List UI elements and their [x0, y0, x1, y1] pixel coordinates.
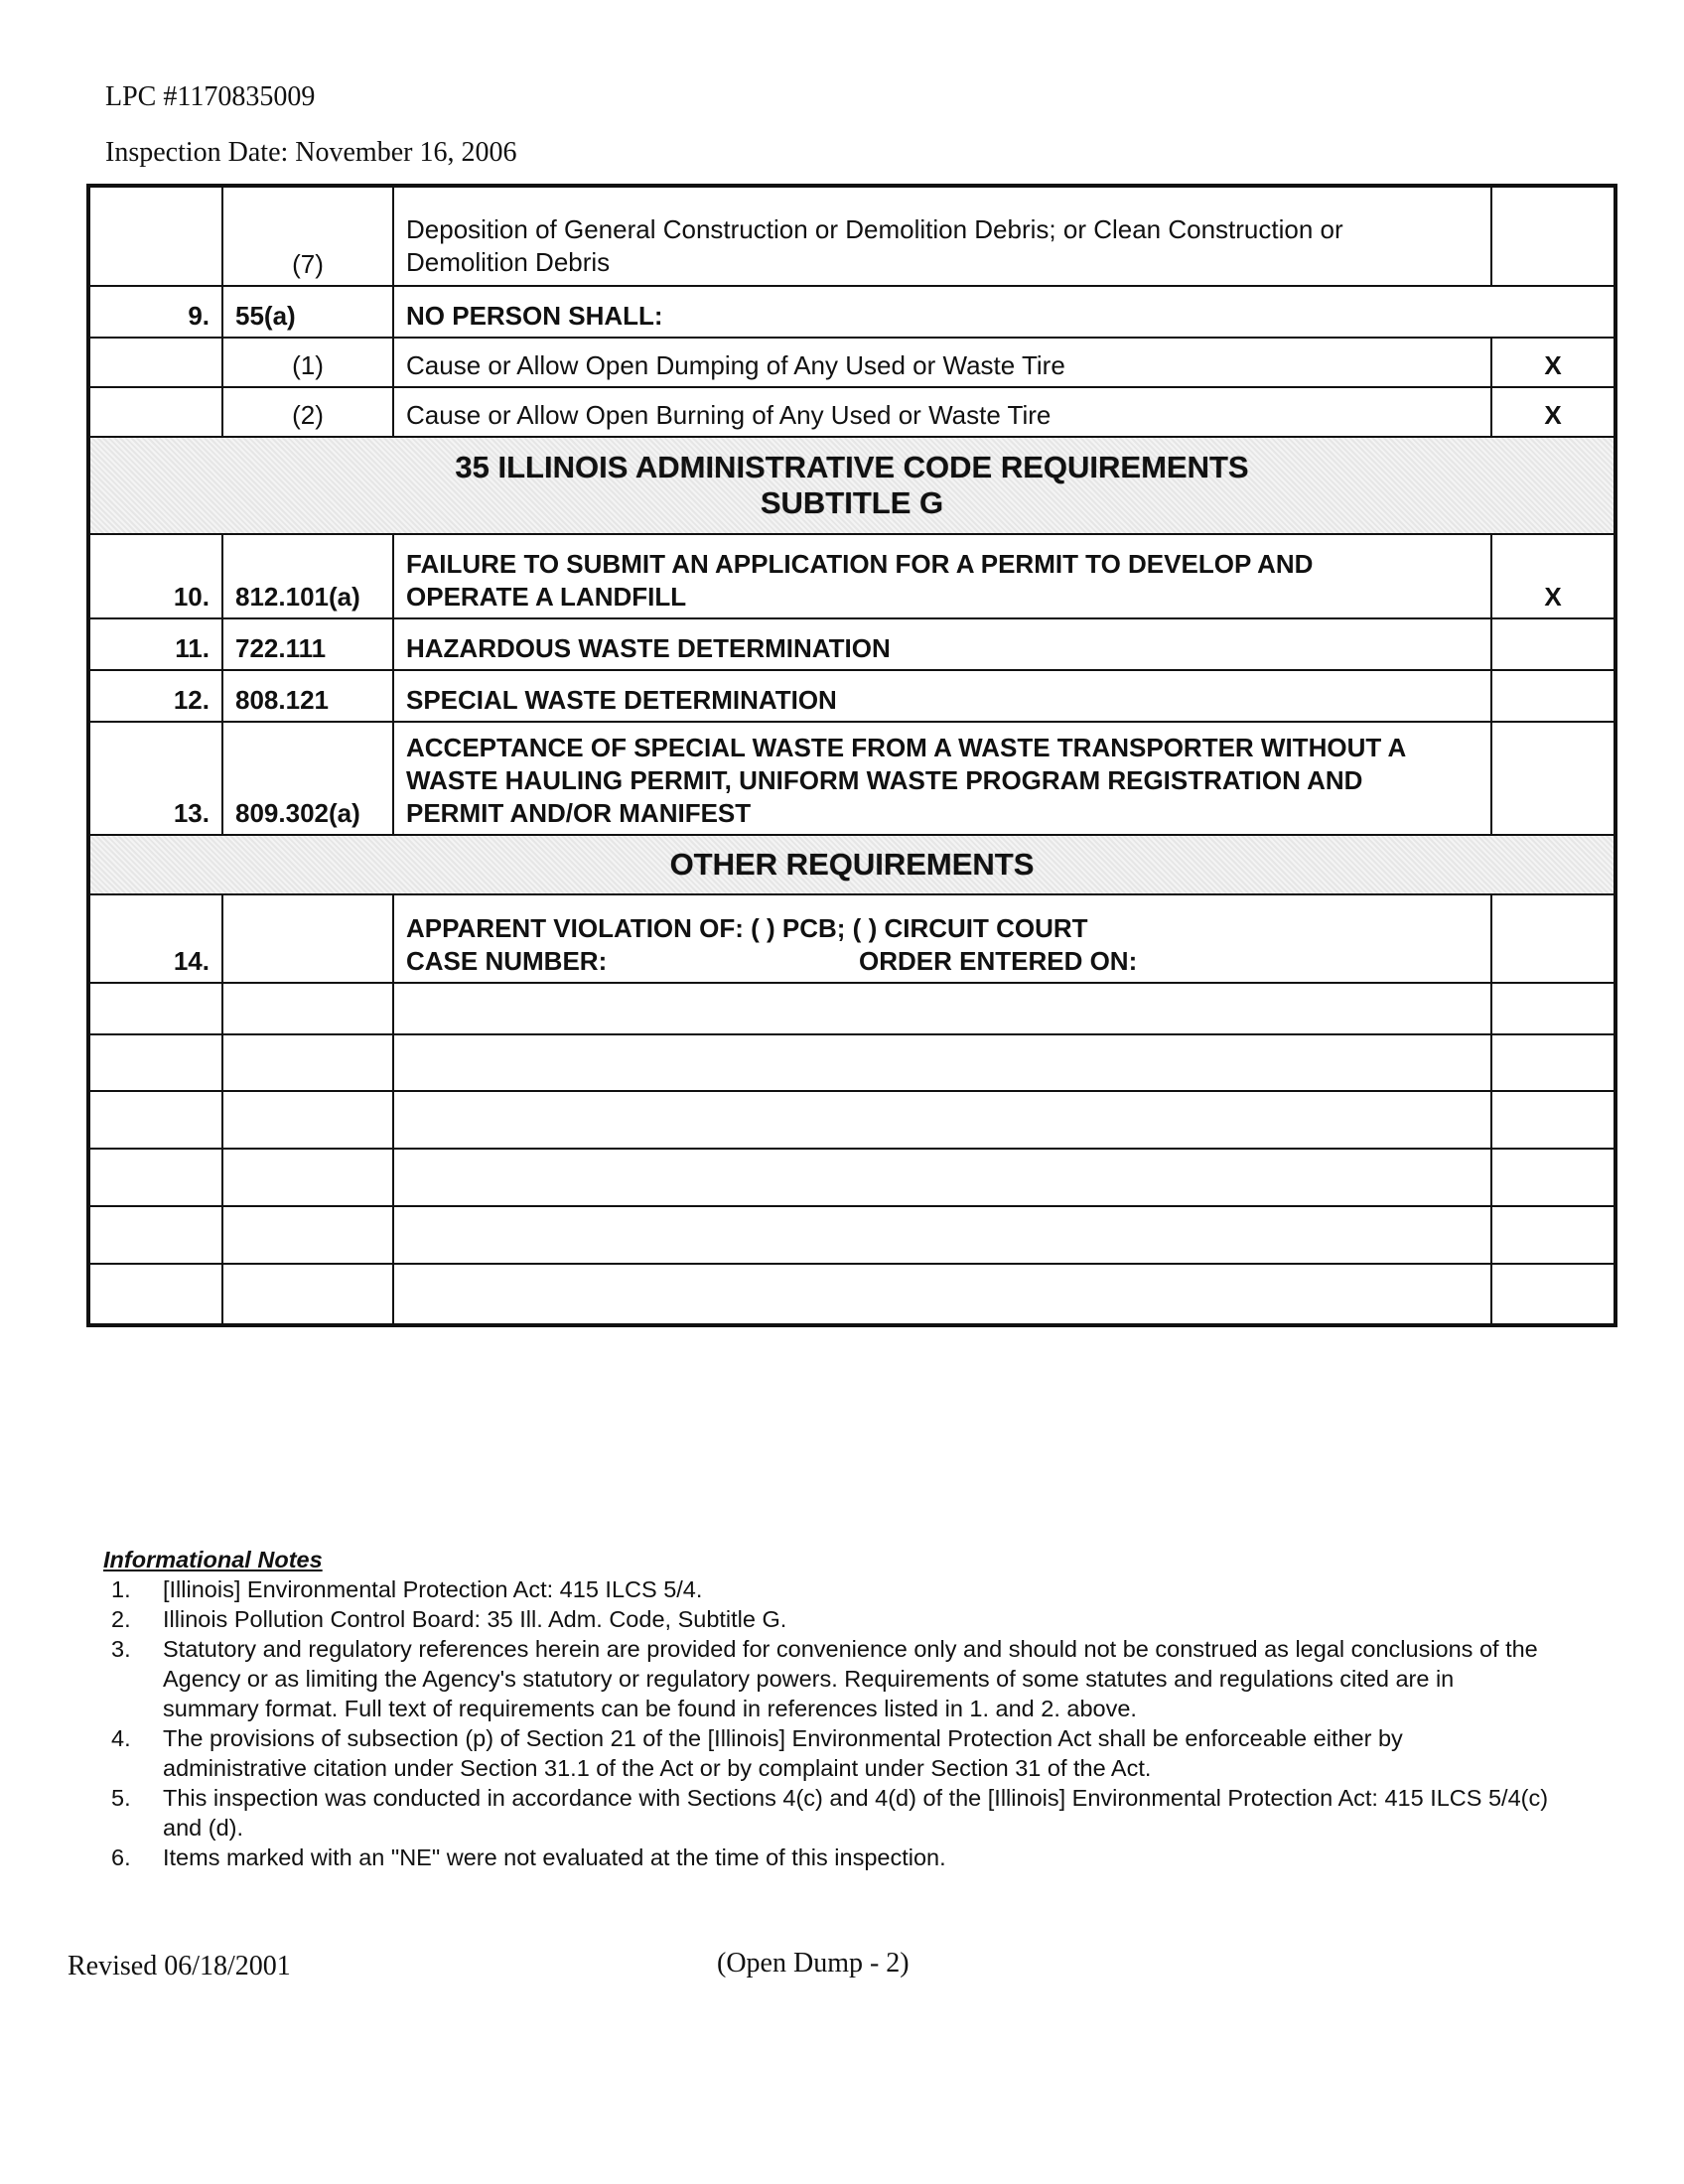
item-description: SPECIAL WASTE DETERMINATION [393, 670, 1491, 722]
revision-date: Revised 06/18/2001 [68, 1951, 291, 1981]
item-description: Cause or Allow Open Burning of Any Used or Waste Tire [393, 387, 1491, 437]
description-line [406, 945, 1478, 978]
table-row [88, 670, 1615, 722]
blank-row [88, 1149, 1615, 1206]
table-row [88, 338, 1615, 387]
table-row [88, 534, 1615, 618]
item-reference: (7) [222, 186, 393, 286]
description-line: APPARENT VIOLATION OF: ( ) PCB; ( ) CIRCUIT COURT [406, 913, 1088, 943]
item-reference: (1) [222, 338, 393, 387]
note-number: 4. [111, 1725, 131, 1751]
note-text: This inspection was conducted in accordance with Sections 4(c) and 4(d) of the [Illinois] Environmental Protection Act: 415 ILCS 5/4(c) and (d). [163, 1785, 1549, 1841]
item-reference: 722.111 [222, 618, 393, 670]
item-number [88, 338, 222, 387]
note-text: Illinois Pollution Control Board: 35 Ill. Adm. Code, Subtitle G. [163, 1606, 787, 1632]
item-reference: 55(a) [222, 286, 393, 338]
violation-mark: X [1491, 387, 1615, 437]
blank-row [88, 1034, 1615, 1091]
form-name: (Open Dump - 2) [717, 1948, 910, 1979]
item-description [393, 186, 1491, 286]
inspection-date: Inspection Date: November 16, 2006 [105, 137, 517, 168]
requirements-table [86, 184, 1617, 1327]
list-item [103, 1783, 1553, 1843]
table-row [88, 387, 1615, 437]
item-number [88, 186, 222, 286]
item-description: HAZARDOUS WASTE DETERMINATION [393, 618, 1491, 670]
list-item [103, 1843, 1553, 1872]
item-number: 9. [88, 286, 222, 338]
order-entered-label: ORDER ENTERED ON: [859, 946, 1138, 976]
lpc-number: LPC #1170835009 [105, 81, 316, 112]
table-row [88, 894, 1615, 983]
item-number: 14. [88, 894, 222, 983]
violation-mark [1491, 618, 1615, 670]
item-number: 12. [88, 670, 222, 722]
violation-mark [1491, 670, 1615, 722]
section-title: OTHER REQUIREMENTS [669, 847, 1035, 882]
description-line: OPERATE A LANDFILL [406, 582, 687, 612]
description-line: Demolition Debris [406, 247, 611, 277]
note-number: 3. [111, 1636, 131, 1662]
item-description: Cause or Allow Open Dumping of Any Used or Waste Tire [393, 338, 1491, 387]
item-reference: 812.101(a) [222, 534, 393, 618]
item-number: 10. [88, 534, 222, 618]
table-row [88, 286, 1615, 338]
blank-row [88, 1206, 1615, 1264]
note-number: 1. [111, 1576, 131, 1602]
violation-mark [1491, 186, 1615, 286]
item-number: 13. [88, 722, 222, 835]
section-title: 35 ILLINOIS ADMINISTRATIVE CODE REQUIREMENTS [455, 450, 1249, 484]
item-reference [222, 894, 393, 983]
item-reference: 809.302(a) [222, 722, 393, 835]
violation-mark: X [1491, 534, 1615, 618]
section-header-illinois-code [88, 437, 1615, 534]
note-text: The provisions of subsection (p) of Section 21 of the [Illinois] Environmental Protection Act shall be enforceable either by administrative citation under Section 31.1 of the Act or by complaint under Section 31 of the Act. [163, 1725, 1403, 1781]
item-description [393, 534, 1491, 618]
item-number [88, 387, 222, 437]
blank-row [88, 1264, 1615, 1325]
violation-mark: X [1491, 338, 1615, 387]
notes-title: Informational Notes [103, 1547, 323, 1572]
note-number: 6. [111, 1844, 131, 1870]
item-reference: (2) [222, 387, 393, 437]
item-reference: 808.121 [222, 670, 393, 722]
blank-row [88, 1091, 1615, 1149]
item-description [393, 722, 1491, 835]
list-item [103, 1634, 1553, 1723]
description-line: FAILURE TO SUBMIT AN APPLICATION FOR A PERMIT TO DEVELOP AND [406, 549, 1314, 579]
note-number: 2. [111, 1606, 131, 1632]
table-row [88, 722, 1615, 835]
table-row [88, 618, 1615, 670]
section-header-other-requirements [88, 835, 1615, 894]
section-subtitle: SUBTITLE G [760, 485, 944, 520]
description-line: PERMIT AND/OR MANIFEST [406, 798, 752, 828]
item-description [393, 894, 1491, 983]
note-text: Statutory and regulatory references herein are provided for convenience only and should not be construed as legal conclusions of the Agency or as limiting the Agency's statutory or regulatory powers. Requirements of some statutes and regulations cited are in summary format. Full text of requirements can be found in references listed in 1. and 2. above. [163, 1636, 1538, 1721]
violation-mark [1491, 894, 1615, 983]
list-item [103, 1604, 1553, 1634]
violation-mark [1491, 722, 1615, 835]
case-number-label: CASE NUMBER: [406, 946, 608, 976]
note-number: 5. [111, 1785, 131, 1811]
table-row [88, 186, 1615, 286]
blank-row [88, 983, 1615, 1034]
list-item [103, 1723, 1553, 1783]
description-line: Deposition of General Construction or Demolition Debris; or Clean Construction or [406, 214, 1343, 244]
note-text: Items marked with an "NE" were not evaluated at the time of this inspection. [163, 1844, 946, 1870]
item-description: NO PERSON SHALL: [393, 286, 1615, 338]
item-number: 11. [88, 618, 222, 670]
description-line: WASTE HAULING PERMIT, UNIFORM WASTE PROGRAM REGISTRATION AND [406, 765, 1363, 795]
description-line: ACCEPTANCE OF SPECIAL WASTE FROM A WASTE TRANSPORTER WITHOUT A [406, 733, 1407, 762]
informational-notes [103, 1545, 1553, 1872]
note-text: [Illinois] Environmental Protection Act: 415 ILCS 5/4. [163, 1576, 703, 1602]
list-item [103, 1574, 1553, 1604]
